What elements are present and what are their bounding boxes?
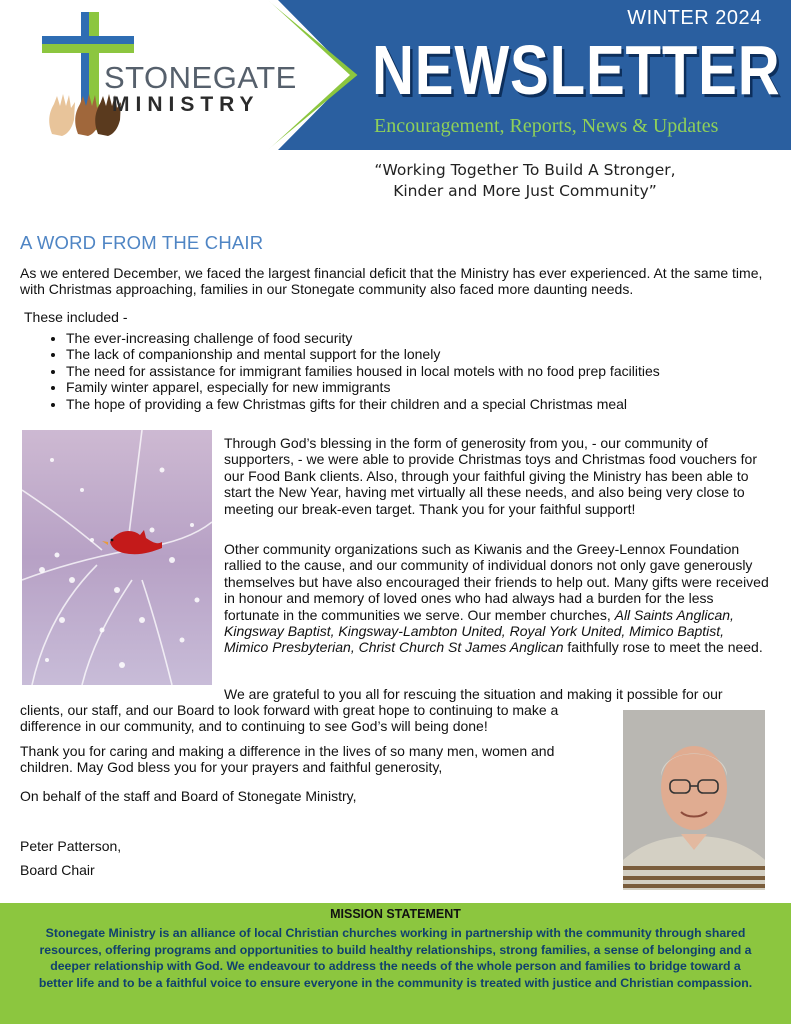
thanks-paragraph: Thank you for caring and making a difference in the lives of so many men, women and children. May God bless you for your prayers and faithful generosity, xyxy=(20,743,555,776)
list-item: • The ever-increasing challenge of food security xyxy=(66,330,660,346)
organizations-text: Other community organizations such as Kiwanis and the Greey-Lennox Foundation rallied to the cause, and our community of individual donors not only gave generously themselves but have also encouraged their friends to help out. Many gifts were received in honour and memory of loved ones who had always had a burden for the less fortunate in the communities we serve. Our member churches, xyxy=(224,541,769,623)
list-item: • The hope of providing a few Christmas gifts for their children and a special Christmas meal xyxy=(66,396,660,412)
newsletter-subtitle: Encouragement, Reports, News & Updates xyxy=(374,115,719,137)
member-churches-list: All Saints Anglican, Kingsway Baptist, Kingsway-Lambton United, Royal York United, Mimico Baptist, Mimico Presbyterian, Christ Church St James Anglican xyxy=(224,606,734,656)
logo-wordmark-stonegate: STONEGATE xyxy=(104,60,297,95)
grateful-paragraph-line1: We are grateful to you all for rescuing the situation and making it possible for our xyxy=(224,686,723,702)
issue-season-label: WINTER 2024 xyxy=(598,0,791,36)
tagline-line: Kinder and More Just Community” xyxy=(393,182,657,200)
list-item: • The lack of companionship and mental support for the lonely xyxy=(66,346,660,362)
newsletter-title: NEWSLETTER xyxy=(372,31,781,109)
organizations-text-end: faithfully rose to meet the need. xyxy=(563,639,763,656)
newsletter-header xyxy=(0,0,791,150)
organizations-paragraph xyxy=(224,541,772,656)
section-heading: A WORD FROM THE CHAIR xyxy=(20,232,264,253)
signature-name: Peter Patterson, xyxy=(20,838,122,854)
cardinal-in-snow-photo xyxy=(22,430,212,685)
board-chair-portrait xyxy=(623,710,765,890)
grateful-paragraph-rest: clients, our staff, and our Board to look forward with great hope to continuing to make a difference in our community, and to continuing to see God’s will being done! xyxy=(20,702,559,735)
tagline-line: “Working Together To Build A Stronger, xyxy=(374,161,676,179)
needs-list xyxy=(28,330,660,412)
needs-intro-label: These included - xyxy=(24,309,128,325)
behalf-line: On behalf of the staff and Board of Stonegate Ministry, xyxy=(20,788,357,804)
signature-title: Board Chair xyxy=(20,862,95,878)
list-item: • Family winter apparel, especially for new immigrants xyxy=(66,379,660,395)
blessing-paragraph: Through God’s blessing in the form of generosity from you, - our community of supporters, - we were able to provide Christmas toys and Christmas food vouchers for our Food Bank clients. Also, through your faithful giving the Ministry has been able to start the New Year, having met virtually all these needs, and also being very close to meeting our break-even target. Thank you for your faithful support! xyxy=(224,435,758,517)
logo-wordmark-ministry: MINISTRY xyxy=(112,93,260,116)
tagline xyxy=(330,160,720,202)
mission-title: MISSION STATEMENT xyxy=(330,907,461,921)
intro-paragraph: As we entered December, we faced the largest financial deficit that the Ministry has ever experienced. At the same time, with Christmas approaching, families in our Stonegate community also faced more daunting needs. xyxy=(20,265,763,298)
mission-body: Stonegate Ministry is an alliance of local Christian churches working in partnership with the community through shared resources, offering programs and opportunities to build healthy relationships, strong families, a sense of belonging and a deeper relationship with God. We endeavour to address the needs of the whole person and families to bridge toward a better life and to be a faithful voice to ensure everyone in the community is treated with justice and Christian compassion. xyxy=(38,926,753,990)
list-item: • The need for assistance for immigrant families housed in local motels with no food prep facilities xyxy=(66,363,660,379)
